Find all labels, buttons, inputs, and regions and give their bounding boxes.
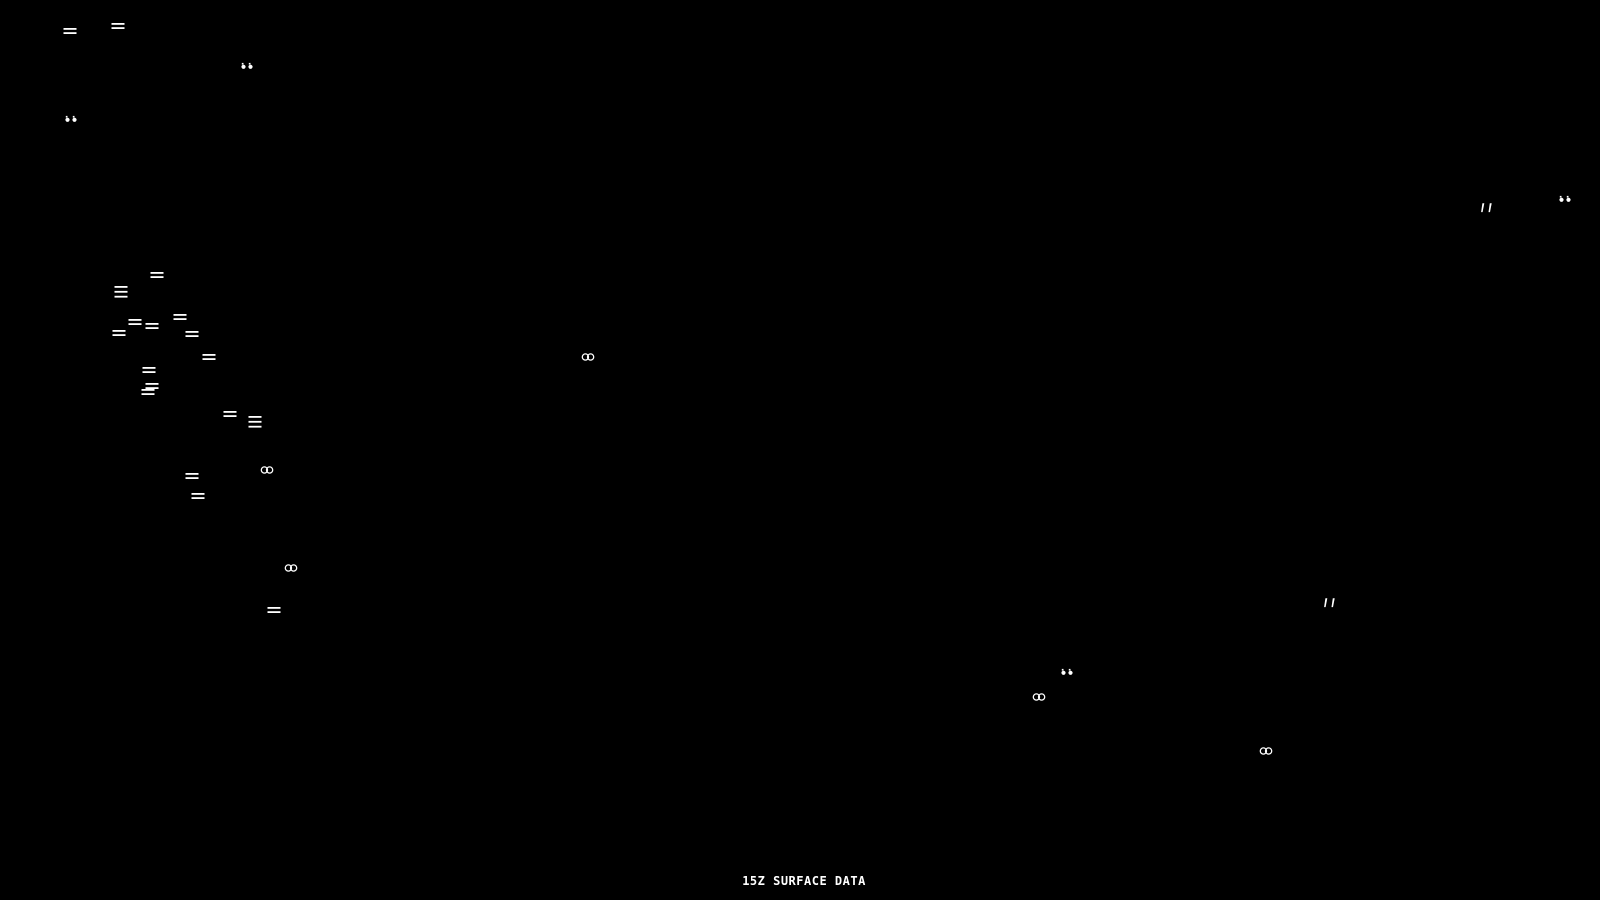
weather-symbol-mist xyxy=(174,314,187,320)
weather-symbol-mist xyxy=(64,28,77,34)
display-title: 15Z SURFACE DATA xyxy=(742,874,866,888)
weather-symbol-haze xyxy=(1033,693,1046,701)
weather-symbol-haze xyxy=(261,466,274,474)
weather-symbol-fog xyxy=(115,286,128,298)
weather-symbol-drizzle-dots xyxy=(65,116,77,123)
weather-symbol-fog xyxy=(249,416,262,428)
weather-symbol-mist xyxy=(203,354,216,360)
weather-symbol-haze xyxy=(582,353,595,361)
weather-symbol-haze xyxy=(1260,747,1273,755)
weather-symbol-mist xyxy=(192,493,205,499)
weather-symbol-mist xyxy=(146,323,159,329)
weather-symbol-drizzle-commas xyxy=(1480,203,1493,213)
weather-symbol-mist xyxy=(268,607,281,613)
weather-symbol-mist xyxy=(224,411,237,417)
weather-symbol-drizzle-dots xyxy=(1559,196,1571,203)
weather-symbol-mist xyxy=(113,330,126,336)
weather-symbol-mist xyxy=(143,367,156,373)
weather-symbol-mist xyxy=(142,389,155,395)
weather-symbol-mist xyxy=(151,272,164,278)
weather-symbol-mist xyxy=(186,331,199,337)
weather-symbol-drizzle-dots xyxy=(1061,669,1073,676)
weather-symbol-drizzle-dots xyxy=(241,63,253,70)
weather-symbol-mist xyxy=(186,473,199,479)
weather-symbol-mist xyxy=(129,319,142,325)
weather-symbol-drizzle-commas xyxy=(1323,598,1336,608)
weather-symbol-mist xyxy=(112,23,125,29)
weather-symbol-haze xyxy=(285,564,298,572)
